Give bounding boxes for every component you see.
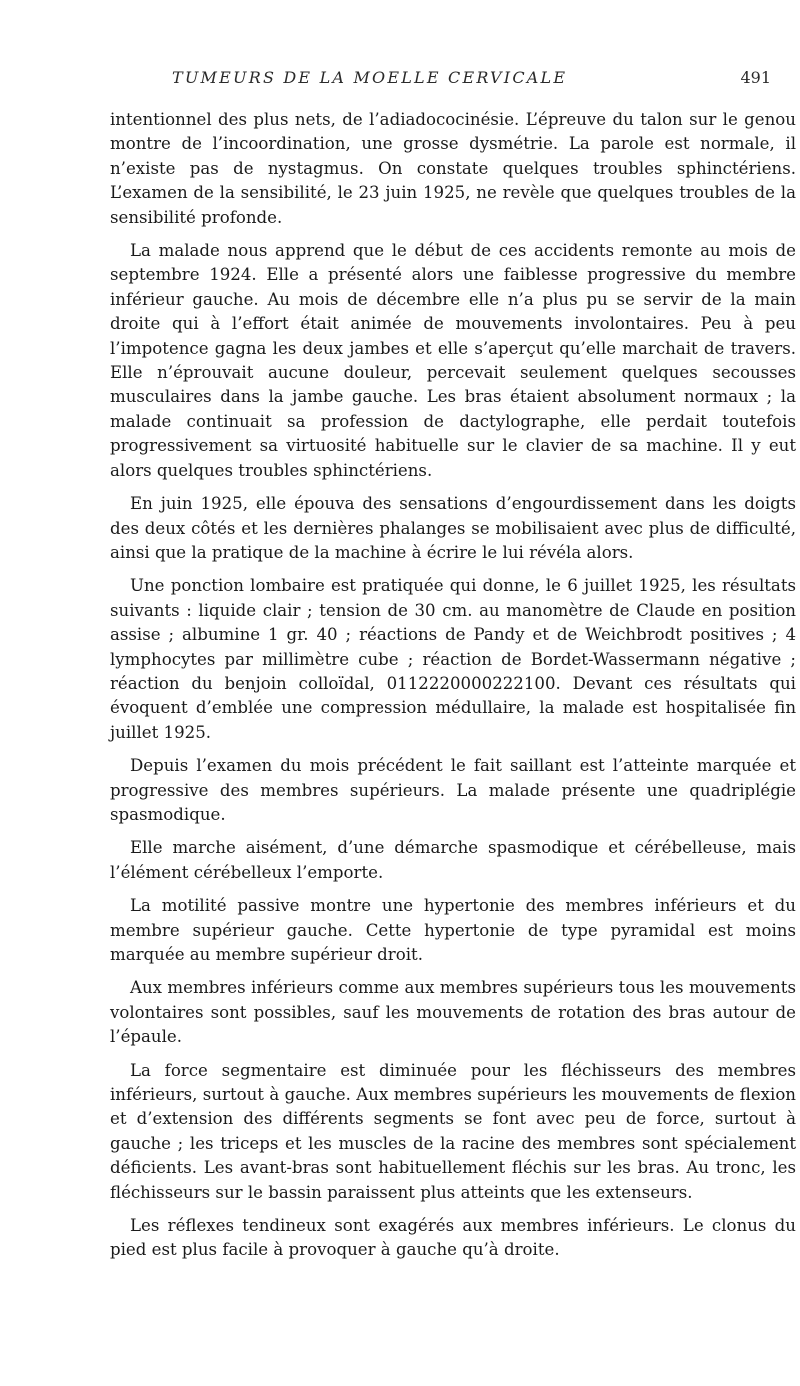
paragraph-june-symptoms: En juin 1925, elle épouva des sensations d’engourdissement dans les doigts des deux côtés et les dernières phalanges se mobilisaient avec plus de difficulté, ainsi que la pratique de la machine à écrire le lui révéla alors. xyxy=(110,494,796,562)
paragraph-gait: Elle marche aisément, d’une démarche spasmodique et cérébelleuse, mais l’élément cérébelleux l’emporte. xyxy=(110,838,796,882)
paragraph-voluntary-movements: Aux membres inférieurs comme aux membres supérieurs tous les mouvements volontaires sont possibles, sauf les mouvements de rotation des bras autour de l’épaule. xyxy=(110,978,796,1047)
paragraph-continuation: intentionnel des plus nets, de l’adiadococinésie. L’épreuve du talon sur le genou montre de l’incoordination, une grosse dysmétrie. La parole est normale, il n’existe pas de nystagmus. On constate quelques troubles sphinctériens. L’examen de la sensibilité, le 23 juin 1925, ne revèle que quelques troubles de la sensibilité profonde. xyxy=(110,110,796,227)
paragraph-passive-motility: La motilité passive montre une hypertonie des membres inférieurs et du membre supérieur gauche. Cette hypertonie de type pyramidal est moins marquée au membre supérieur droit. xyxy=(110,896,796,964)
paragraph-segmental-force: La force segmentaire est diminuée pour les fléchisseurs des membres inférieurs, surtout à gauche. Aux membres supérieurs les mouvements de flexion et d’extension des différents segments se font avec peu de force, surtout à gauche ; les triceps et les muscles de la racine des membres sont spécialement déficients. Les avant-bras sont habituellement fléchis sur les bras. Au tronc, les fléchisseurs sur le bassin paraissent plus atteints que les extenseurs. xyxy=(110,1060,796,1202)
running-head xyxy=(110,68,800,98)
paragraph-reflexes: Les réflexes tendineux sont exagérés aux membres inférieurs. Le clonus du pied est plus facile à provoquer à gauche qu’à droite. xyxy=(110,1216,796,1260)
paragraph-history: La malade nous apprend que le début de ces accidents remonte au mois de septembre 1924. Elle a présenté alors une faiblesse progressive du membre inférieur gauche. Au mois de décembre elle n’a plus pu se servir de la main droite qui à l’effort était animée de mouvements involontaires. Peu à peu l’impotence gagna les deux jambes et elle s’aperçut qu’elle marchait de travers. Elle n’éprouvait aucune douleur, percevait seulement quelques secousses musculaires dans la jambe gauche. Les bras étaient absolument normaux ; la malade continuait sa profession de dactylographe, elle perdait toutefois progressivement sa virtuosité habituelle sur le clavier de sa machine. Il y eut alors quelques troubles sphinctériens. xyxy=(110,241,796,480)
page-number: 491 xyxy=(740,68,771,87)
paragraph-progression: Depuis l’examen du mois précédent le fait saillant est l’atteinte marquée et progressive des membres supérieurs. La malade présente une quadriplégie spasmodique. xyxy=(110,756,796,824)
paragraph-lumbar-puncture: Une ponction lombaire est pratiquée qui donne, le 6 juillet 1925, les résultats suivants : liquide clair ; tension de 30 cm. au manomètre de Claude en position assise ; albumine 1 gr. 40 ; réactions de Pandy et de Weichbrodt positives ; 4 lymphocytes par millimètre cube ; réaction de Bordet-Wassermann négative ; réaction du benjoin colloïdal, 0112220000222100. Devant ces résultats qui évoquent d’emblée une compression médullaire, la malade est hospitalisée fin juillet 1925. xyxy=(110,576,796,742)
body-text xyxy=(110,108,796,1272)
running-title: TUMEURS DE LA MOELLE CERVICALE xyxy=(172,68,568,87)
